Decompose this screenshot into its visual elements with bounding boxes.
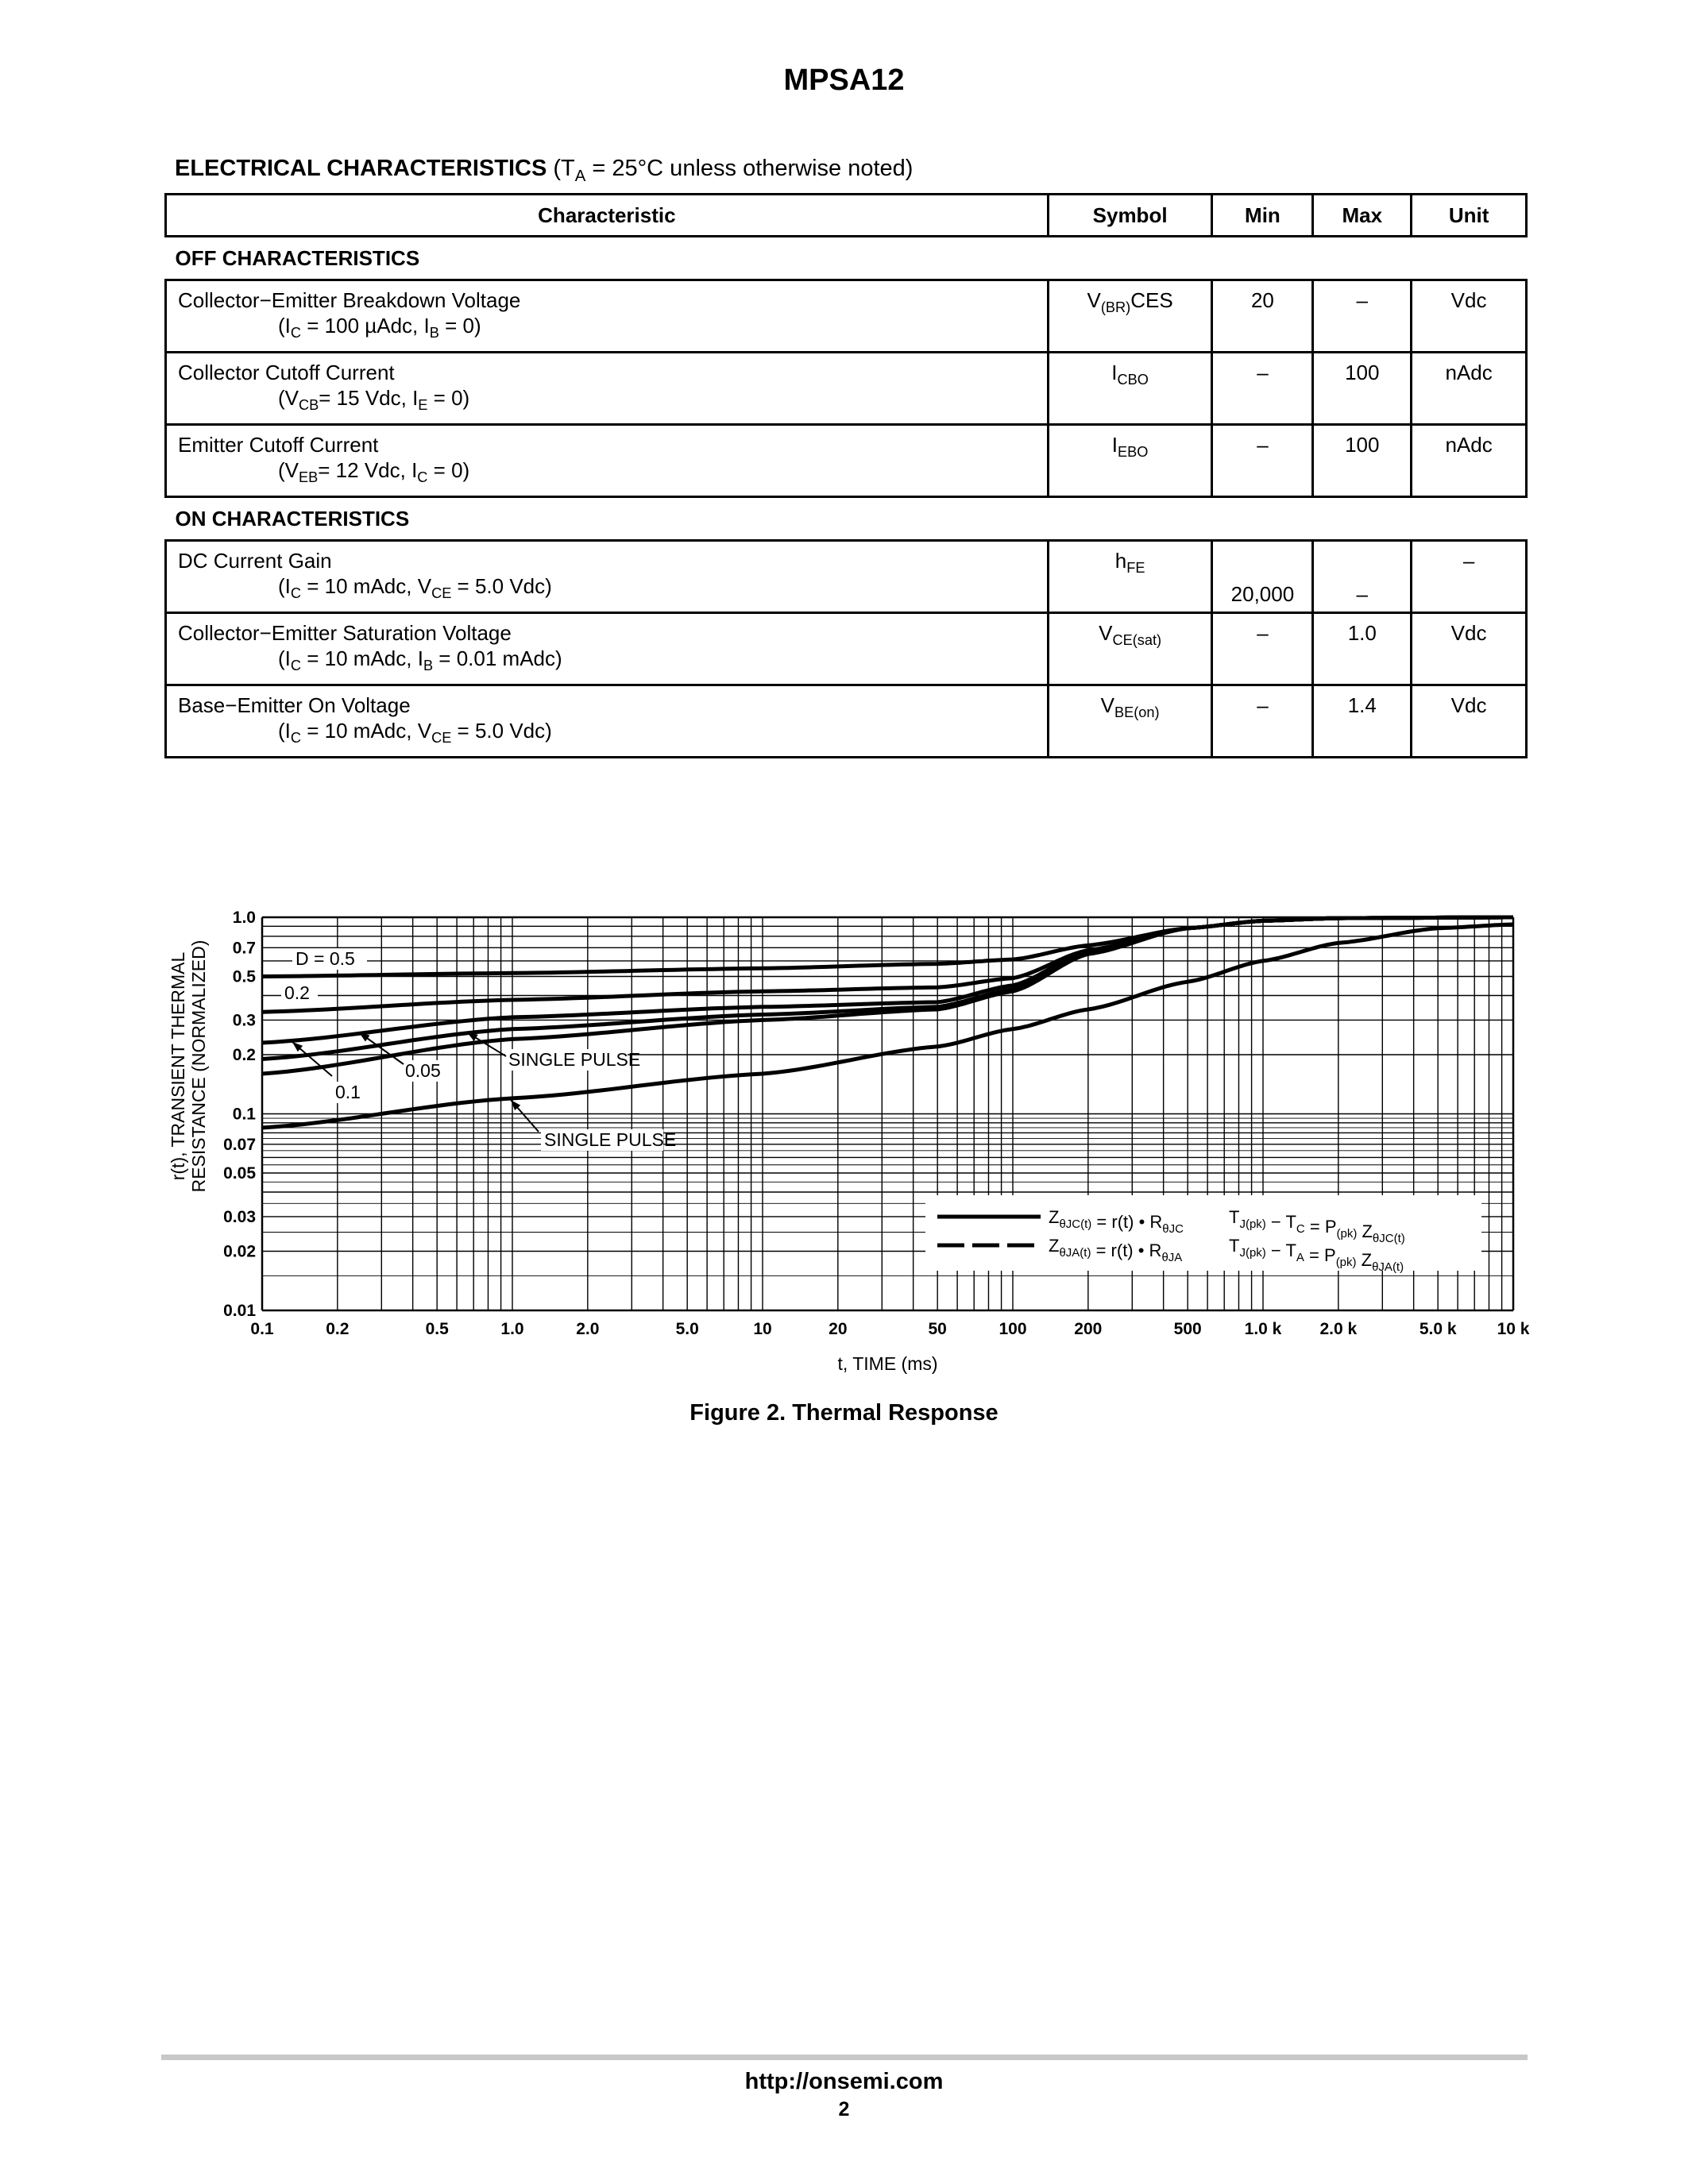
y-tick-label: 0.05 [223,1164,256,1183]
x-tick-label: 10 [753,1320,772,1338]
header-symbol: Symbol [1048,195,1212,237]
group-off-characteristics [166,237,1527,280]
x-tick-label: 0.5 [425,1320,449,1338]
label-d-0-2: 0.2 [284,982,310,1003]
max-cell: 100 [1313,353,1412,425]
symbol-cell: $I_{CBO}$ [1048,353,1212,425]
y-tick-label: 0.3 [232,1011,256,1030]
characteristic-name: Collector−Emitter Saturation Voltage [178,621,512,645]
characteristic-cell [166,353,1049,425]
x-tick-label: 0.2 [326,1320,350,1338]
unit-cell: – [1412,541,1527,613]
test-condition: ($I_C = 10$ mAdc, $V_{CE} = 5.0$ Vdc) [278,719,552,747]
symbol-cell: $I_{EBO}$ [1048,425,1212,497]
characteristic-cell [166,613,1049,685]
thermal-response-chart [151,889,1533,1390]
max-cell: 100 [1313,425,1412,497]
max-cell: 1.4 [1313,685,1412,758]
table-row [166,685,1527,758]
y-tick-label: 0.7 [232,939,256,958]
x-tick-label: 200 [1074,1320,1103,1338]
symbol-cell: $V_{BE(on)}$ [1048,685,1212,758]
legend-text-ja: $Z_{\theta JA(t)} = r(t)$ • $R_{\theta JA}$ [1049,1236,1183,1264]
section-heading [175,156,914,185]
x-tick-label: 2.0 [576,1320,600,1338]
y-tick-label: 0.02 [223,1242,256,1261]
table-row [166,353,1527,425]
header-min: Min [1212,195,1313,237]
unit-cell: Vdc [1412,685,1527,758]
y-tick-label: 0.01 [223,1302,256,1320]
legend-formula-ja: $T_{J(pk)} - T_A = P_{(pk)}$ $Z_{\theta JA(t)}$ [1229,1236,1404,1274]
header-characteristic: Characteristic [166,195,1049,237]
characteristic-cell [166,280,1049,353]
characteristic-cell [166,685,1049,758]
y-tick-label: 0.07 [223,1135,256,1154]
symbol-cell: $h_{FE}$ [1048,541,1212,613]
y-axis-label-line2: RESISTANCE (NORMALIZED) [188,940,209,1193]
group-title: OFF CHARACTERISTICS [166,237,1527,280]
min-cell: – [1212,613,1313,685]
legend-text-jc: $Z_{\theta JC(t)} = r(t)$ • $R_{\theta JC}$ [1049,1207,1184,1236]
table-row [166,425,1527,497]
x-tick-label: 1.0 [500,1320,524,1338]
page-title: MPSA12 [783,64,905,97]
footer-divider [161,2055,1528,2060]
label-single-pulse-ambient: SINGLE PULSE [544,1129,677,1150]
characteristic-cell [166,425,1049,497]
x-tick-label: 20 [829,1320,848,1338]
min-cell: – [1212,425,1313,497]
group-on-characteristics [166,497,1527,541]
y-tick-label: 0.5 [232,967,256,986]
characteristic-name: Collector Cutoff Current [178,361,395,384]
max-cell: – [1313,280,1412,353]
electrical-characteristics-table [164,193,1528,758]
x-tick-label: 50 [928,1320,947,1338]
series-line-5 [262,924,1513,1128]
max-cell: – [1313,541,1412,613]
characteristic-name: DC Current Gain [178,549,332,573]
unit-cell: Vdc [1412,280,1527,353]
min-cell: – [1212,685,1313,758]
section-title: ELECTRICAL CHARACTERISTICS [175,156,547,181]
y-axis-label-line1: r(t), TRANSIENT THERMAL [168,951,188,1181]
x-tick-label: 5.0 k [1419,1320,1457,1338]
x-tick-label: 1.0 k [1244,1320,1282,1338]
y-tick-label: 1.0 [232,909,256,927]
figure-caption: Figure 2. Thermal Response [689,1400,999,1426]
group-title: ON CHARACTERISTICS [166,497,1527,541]
label-single-pulse-junction: SINGLE PULSE [508,1049,641,1070]
test-condition: ($I_C = 100$ µAdc, $I_B = 0$) [278,314,481,341]
symbol-cell: $V_{(BR)}CES$ [1048,280,1212,353]
page-number: 2 [838,2098,850,2120]
characteristic-cell [166,541,1049,613]
table-row [166,280,1527,353]
x-tick-label: 100 [999,1320,1027,1338]
min-cell: 20,000 [1212,541,1313,613]
x-tick-label: 10 k [1497,1320,1530,1338]
test-condition: ($I_C = 10$ mAdc, $V_{CE} = 5.0$ Vdc) [278,574,552,602]
test-condition: ($V_{CB}= 15$ Vdc, $I_E = 0$) [278,386,470,414]
test-condition: ($V_{EB}= 12$ Vdc, $I_C = 0$) [278,458,470,486]
y-tick-label: 0.03 [223,1207,256,1226]
thermal-response-svg [151,889,1533,1390]
characteristic-name: Emitter Cutoff Current [178,433,379,457]
x-tick-label: 2.0 k [1319,1320,1358,1338]
label-d-0-05: 0.05 [405,1060,441,1081]
test-condition: ($I_C = 10$ mAdc, $I_B = 0.01$ mAdc) [278,646,562,674]
unit-cell: Vdc [1412,613,1527,685]
min-cell: – [1212,353,1313,425]
table-row [166,613,1527,685]
section-note: ($T_A = 25^\circ C$ unless otherwise noted) [553,156,914,185]
table-row [166,541,1527,613]
unit-cell: nAdc [1412,353,1527,425]
table-header-row [166,195,1527,237]
label-d-0-1: 0.1 [335,1082,361,1102]
x-tick-label: 5.0 [675,1320,699,1338]
y-tick-label: 0.2 [232,1045,256,1064]
x-axis-label: t, TIME (ms) [837,1353,938,1374]
characteristic-name: Base−Emitter On Voltage [178,693,411,717]
header-unit: Unit [1412,195,1527,237]
x-tick-label: 500 [1173,1320,1202,1338]
max-cell: 1.0 [1313,613,1412,685]
characteristic-name: Collector−Emitter Breakdown Voltage [178,288,521,312]
footer-url: http://onsemi.com [744,2069,944,2094]
x-tick-label: 0.1 [250,1320,274,1338]
label-d-0-5: D = 0.5 [295,948,355,969]
legend-formula-jc: $T_{J(pk)} - T_C = P_{(pk)}$ $Z_{\theta JC(t)}$ [1229,1207,1405,1245]
symbol-cell: $V_{CE(sat)}$ [1048,613,1212,685]
header-max: Max [1313,195,1412,237]
unit-cell: nAdc [1412,425,1527,497]
min-cell: 20 [1212,280,1313,353]
y-tick-label: 0.1 [232,1105,256,1124]
